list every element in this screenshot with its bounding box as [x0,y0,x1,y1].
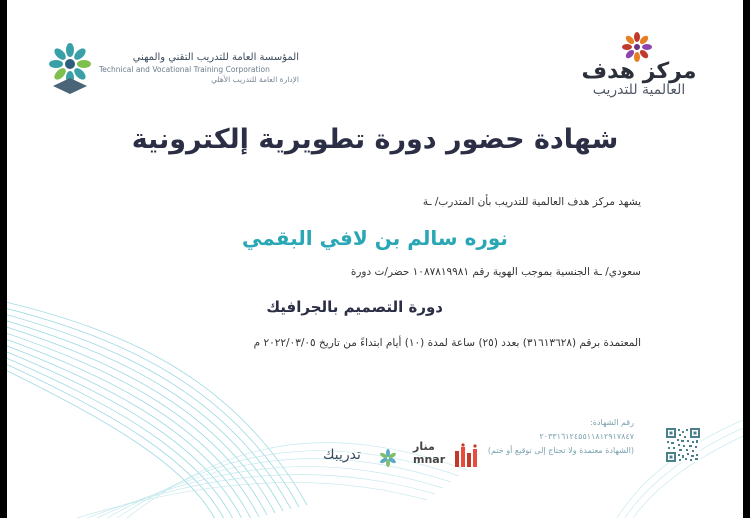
tvtc-name-ar: المؤسسة العامة للتدريب التقني والمهني [132,52,299,63]
tvtc-department: الإدارة العامة للتدريب الأهلي [211,75,299,84]
cert-number-label: رقم الشهادة: [590,418,634,427]
mnar-name-ar: منار [413,440,435,453]
cert-number: ٢٠٣٣١٦١٢٤٥٥١١٨١٢٩١٧٨٤٧ [539,432,634,441]
tvtc-name-en: Technical and Vocational Training Corporation [99,65,270,74]
accreditation-line: المعتمدة برقم (٣١٦١٣٦٢٨) بعدد (٢٥) ساعة لمدة (١٠) أيام ابتداءً من تاريخ ٢٠٢٢/٠٣/٠٥ م [253,337,641,349]
intro-line: يشهد مركز هدف العالمية للتدريب بأن المتدرب/ ـة [422,196,641,208]
mnar-name-en: mnar [413,453,446,466]
tadreeb-name: تدريبك [323,447,361,463]
certificate-title: شهادة حضور دورة تطويرية إلكترونية [131,124,619,155]
certificate [7,0,743,518]
tadreeb-logo-icon [379,449,397,467]
hadaf-name: مركز هدف [581,59,697,84]
trainee-name: نوره سالم بن لافي البقمي [242,226,508,250]
tvtc-logo-icon [47,42,93,96]
mnar-logo-icon [453,443,481,469]
qr-code-icon[interactable] [666,428,700,462]
tvtc-text-block [99,52,299,85]
cert-note: (الشهادة معتمدة ولا تحتاج إلى توقيع أو ختم) [487,446,634,455]
nationality-line: سعودي/ ـة الجنسية بموجب الهوية رقم ١٠٨٧٨١٩٩٨١ حضر/ت دورة [350,266,641,278]
course-name: دورة التصميم بالجرافيك [266,298,443,316]
hadaf-subtitle: العالمية للتدريب [592,82,686,98]
